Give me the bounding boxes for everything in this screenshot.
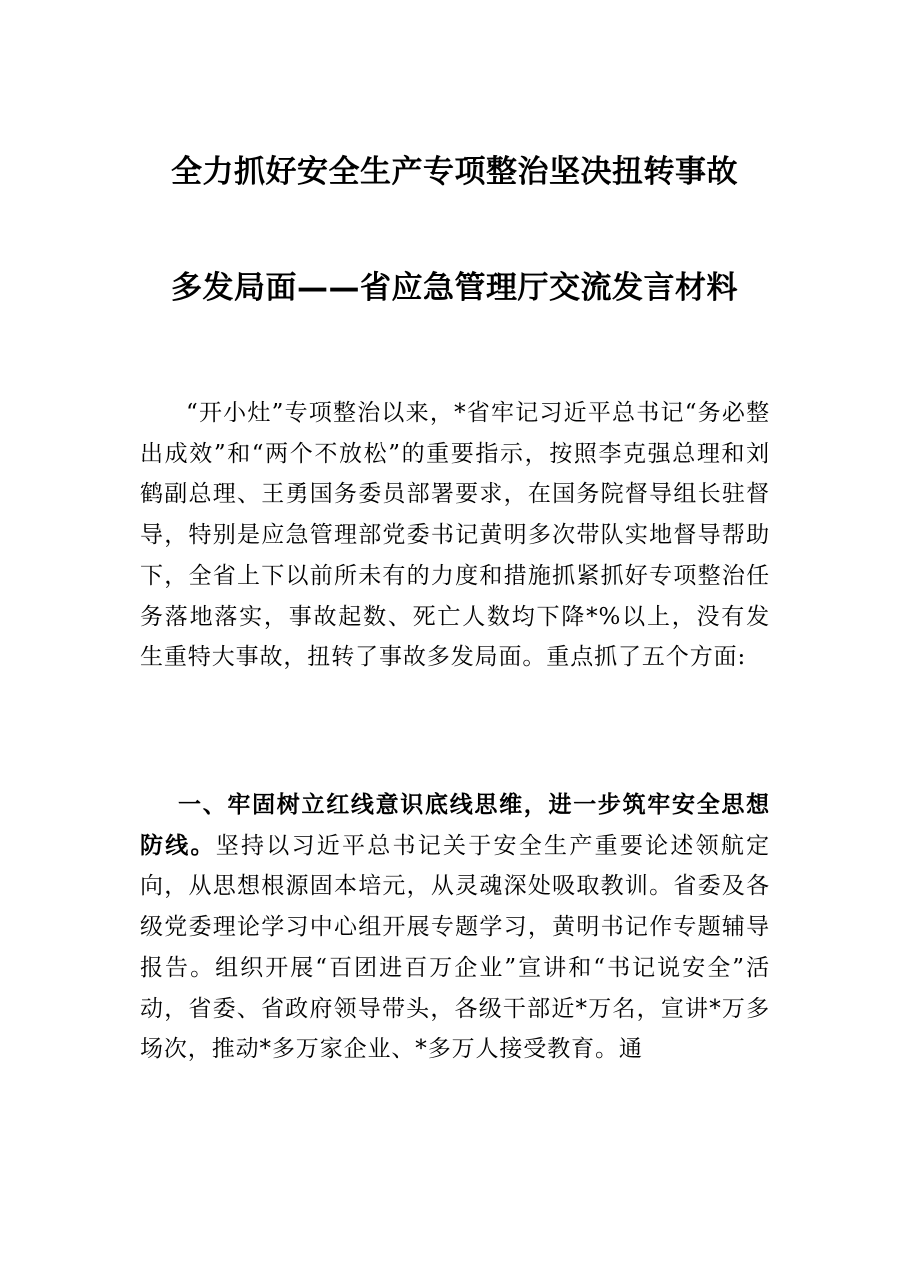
section-1-body: 坚持以习近平总书记关于安全生产重要论述领航定向，从思想根源固本培元，从灵魂深处吸取教训。省委及各级党委理论学习中心组开展专题学习，黄明书记作专题辅导报告。组织开展“百团进百万企业”宣讲和“书记说安全”活动，省委、省政府领导带头，各级干部近*万名，宣讲*万多场次，推动*多万家企业、*多万人接受教育。通 <box>140 832 770 1063</box>
section-1-heading: 一、牢固树立红线意识底线思维，进一步筑牢安全思想防线。 <box>140 792 770 859</box>
document-title-line-1: 全力抓好安全生产专项整治坚决扭转事故 <box>171 154 738 190</box>
intro-paragraph: “开小灶”专项整治以来，*省牢记习近平总书记“务必整出成效”和“两个不放松”的重要指示，按照李克强总理和刘鹤副总理、王勇国务委员部署要求，在国务院督导组长驻督导，特别是应急管理部党委书记黄明多次带队实地督导帮助下，全省上下以前所未有的力度和措施抓紧抓好专项整治任务落地落实，事故起数、死亡人数均下降*%以上，没有发生重特大事故，扭转了事故多发局面。重点抓了五个方面: <box>140 400 770 671</box>
section-1-paragraph <box>140 785 770 1070</box>
document-title-line-2: 多发局面——省应急管理厅交流发言材料 <box>171 270 738 306</box>
